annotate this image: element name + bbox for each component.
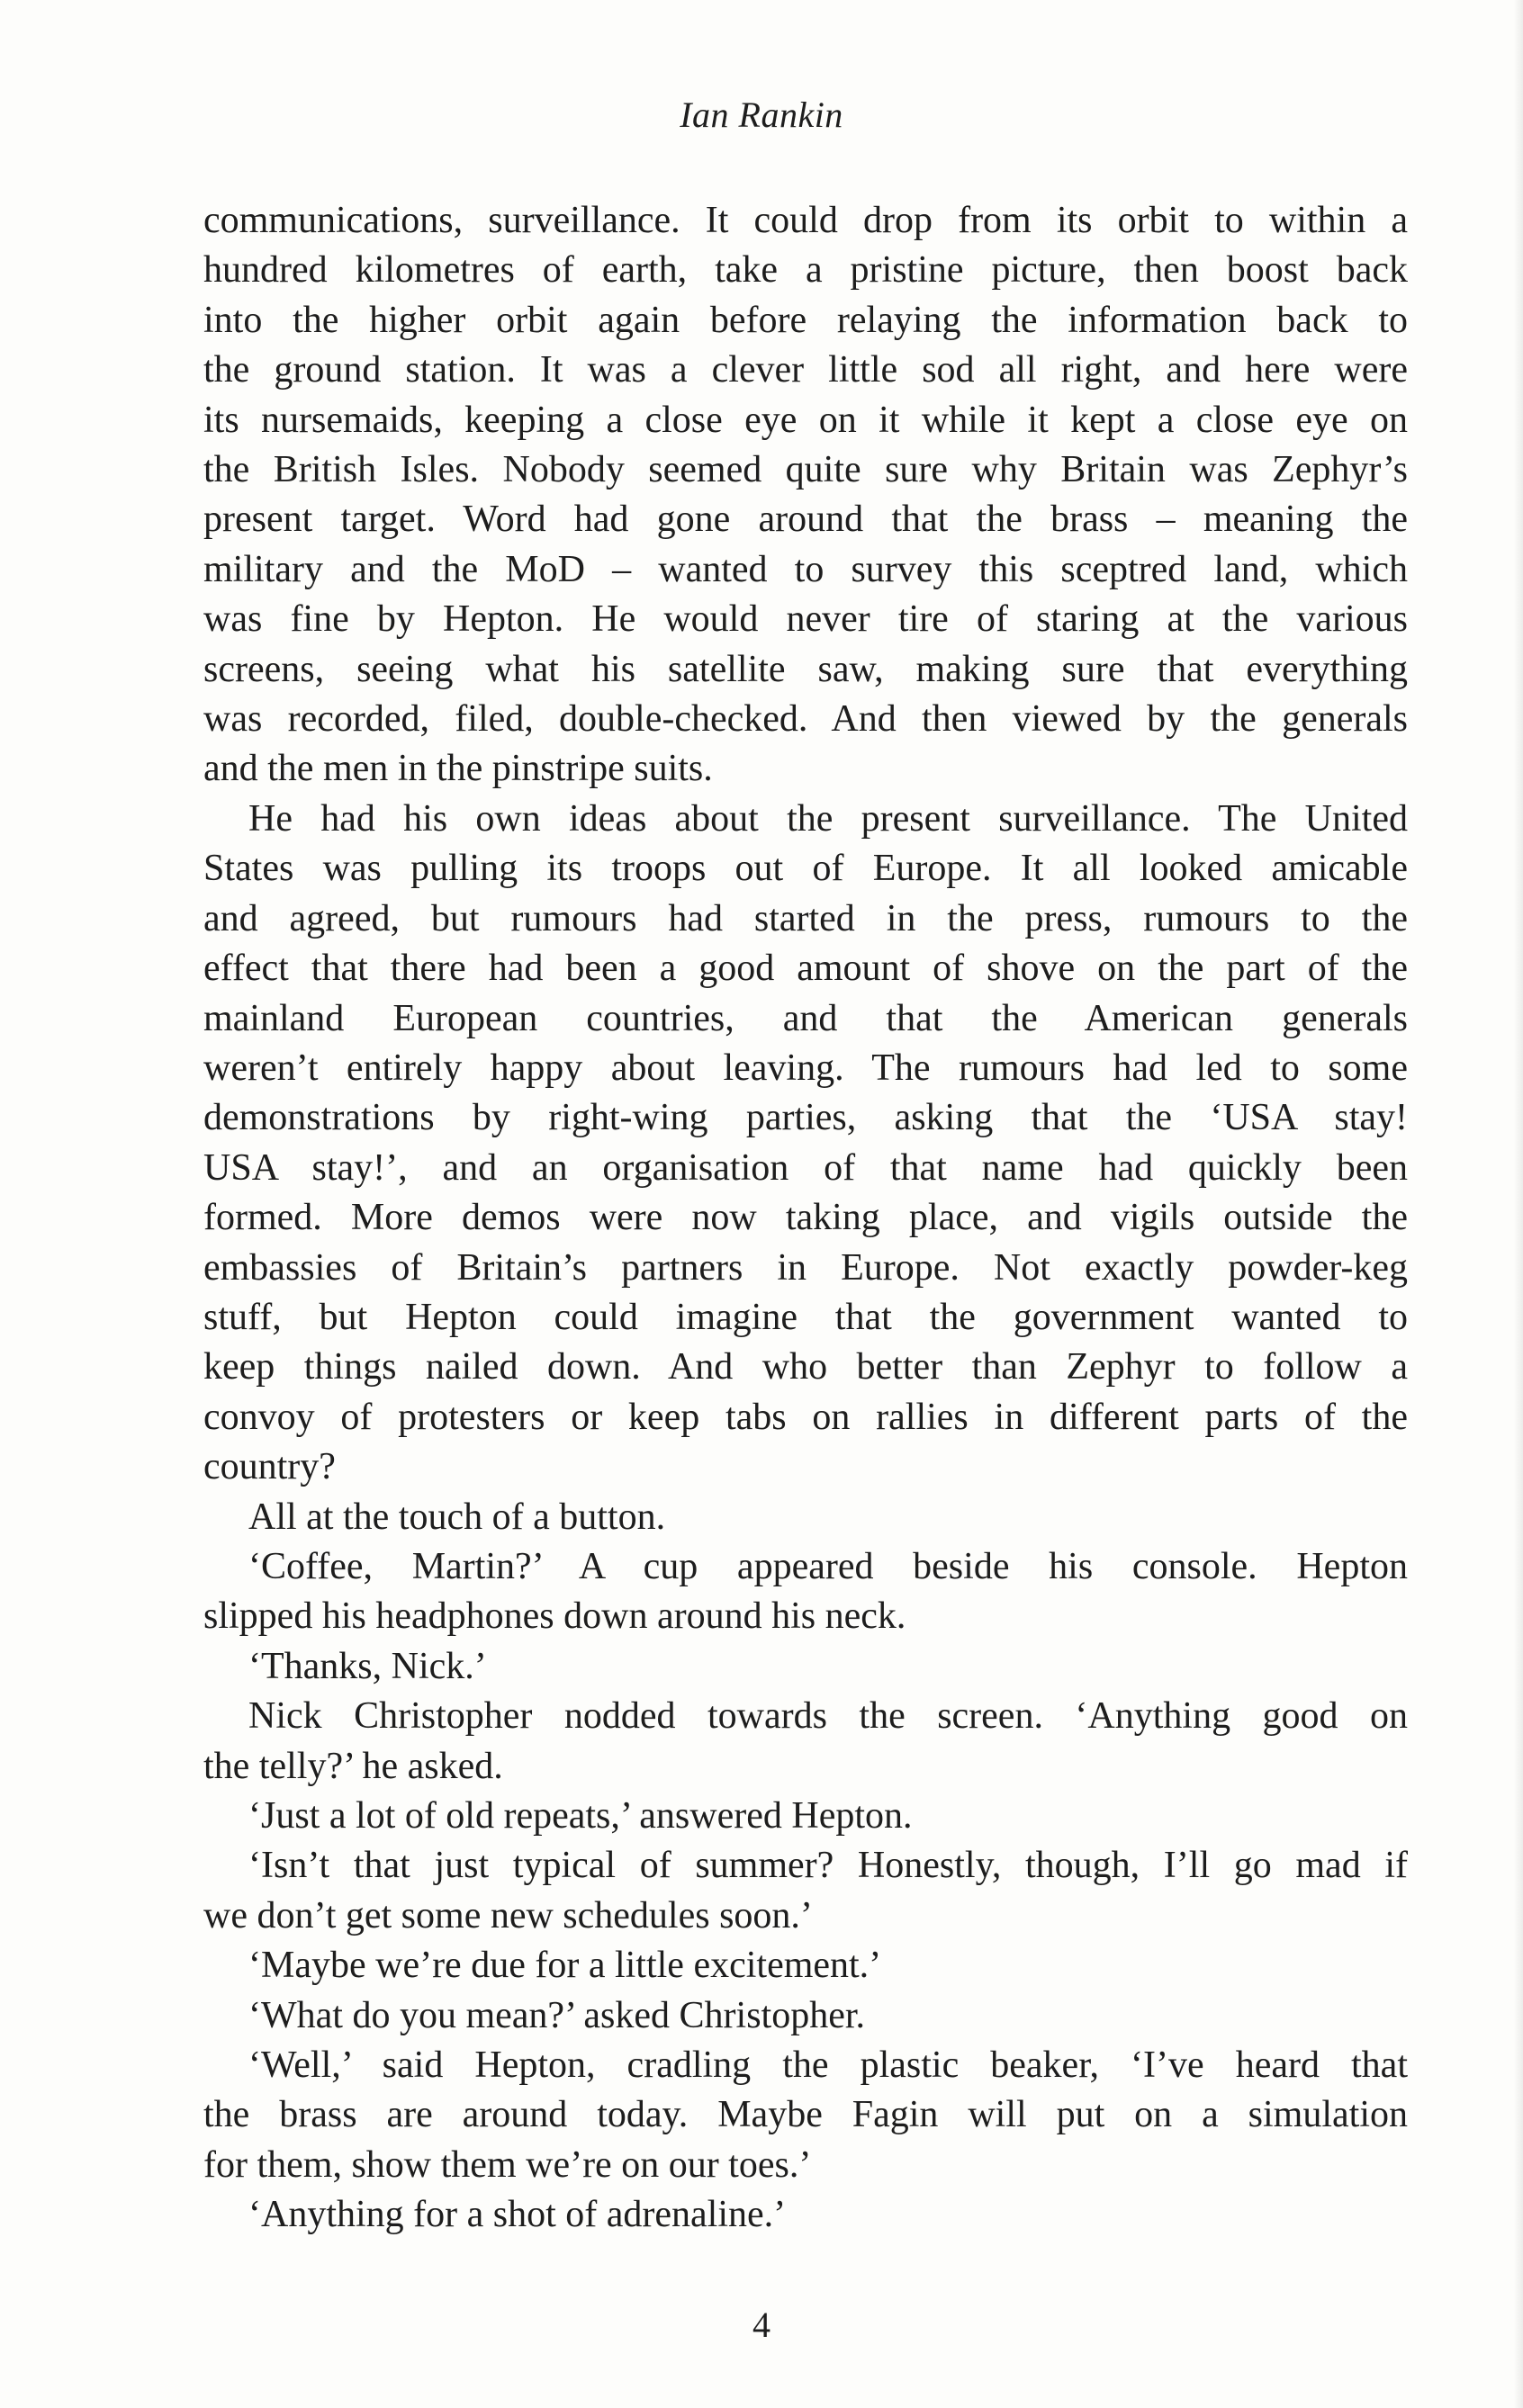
- body-text: [203, 196, 1408, 2241]
- text-line: military and the MoD – wanted to survey this sceptred land, which: [203, 548, 1408, 590]
- text-line: Nick Christopher nodded towards the screen. ‘Anything good on: [248, 1695, 1408, 1738]
- text-line: we don’t get some new schedules soon.’: [203, 1894, 813, 1936]
- text-line: the brass are around today. Maybe Fagin will put on a simulation: [203, 2094, 1408, 2136]
- page-number: 4: [752, 2305, 771, 2345]
- text-line: convoy of protesters or keep tabs on rallies in different parts of the: [203, 1396, 1408, 1438]
- text-line: and agreed, but rumours had started in the press, rumours to the: [203, 897, 1408, 939]
- text-line: present target. Word had gone around that the brass – meaning the: [203, 499, 1408, 541]
- text-line: slipped his headphones down around his neck.: [203, 1595, 906, 1638]
- text-line: country?: [203, 1446, 336, 1488]
- text-line: USA stay!’, and an organisation of that name had quickly been: [203, 1146, 1408, 1189]
- text-line: keep things nailed down. And who better than Zephyr to follow a: [203, 1346, 1408, 1388]
- text-line: was fine by Hepton. He would never tire of staring at the various: [203, 598, 1408, 641]
- text-line: demonstrations by right-wing parties, asking that the ‘USA stay!: [203, 1097, 1408, 1139]
- text-line: States was pulling its troops out of Europe. It all looked amicable: [203, 848, 1408, 890]
- text-line: ‘Thanks, Nick.’: [248, 1645, 487, 1687]
- text-line: the telly?’ he asked.: [203, 1745, 503, 1787]
- text-line: into the higher orbit again before relaying the information back to: [203, 299, 1408, 341]
- text-line: All at the touch of a button.: [248, 1496, 666, 1538]
- text-line: its nursemaids, keeping a close eye on it while it kept a close eye on: [203, 399, 1408, 441]
- text-line: the British Isles. Nobody seemed quite sure why Britain was Zephyr’s: [203, 449, 1408, 491]
- text-line: ‘Coffee, Martin?’ A cup appeared beside his console. Hepton: [248, 1545, 1408, 1587]
- text-line: ‘Maybe we’re due for a little excitement.’: [248, 1945, 882, 1987]
- text-line: stuff, but Hepton could imagine that the government wanted to: [203, 1296, 1408, 1338]
- text-line: for them, show them we’re on our toes.’: [203, 2143, 812, 2186]
- text-line: communications, surveillance. It could drop from its orbit to within a: [203, 200, 1408, 241]
- text-line: ‘Isn’t that just typical of summer? Honestly, though, I’ll go mad if: [248, 1845, 1408, 1887]
- text-line: ‘What do you mean?’ asked Christopher.: [248, 1994, 866, 2036]
- running-header-author: Ian Rankin: [680, 94, 843, 135]
- text-line: and the men in the pinstripe suits.: [203, 748, 713, 790]
- text-line: hundred kilometres of earth, take a pristine picture, then boost back: [203, 249, 1408, 292]
- text-line: He had his own ideas about the present surveillance. The United: [248, 797, 1408, 840]
- text-line: mainland European countries, and that the American generals: [203, 997, 1408, 1039]
- text-line: embassies of Britain’s partners in Europe. Not exactly powder-keg: [203, 1246, 1408, 1289]
- text-line: ‘Just a lot of old repeats,’ answered Hepton.: [248, 1795, 913, 1837]
- text-line: formed. More demos were now taking place, and vigils outside the: [203, 1197, 1408, 1239]
- page-edge-shadow: [1514, 0, 1523, 2408]
- text-line: effect that there had been a good amount of shove on the part of the: [203, 948, 1408, 990]
- text-line: ‘Well,’ said Hepton, cradling the plastic beaker, ‘I’ve heard that: [248, 2044, 1408, 2087]
- text-line: ‘Anything for a shot of adrenaline.’: [248, 2194, 787, 2236]
- text-line: the ground station. It was a clever little sod all right, and here were: [203, 349, 1408, 391]
- text-line: screens, seeing what his satellite saw, making sure that everything: [203, 648, 1408, 690]
- text-line: weren’t entirely happy about leaving. The rumours had led to some: [203, 1047, 1408, 1089]
- text-line: was recorded, filed, double-checked. And then viewed by the generals: [203, 698, 1408, 741]
